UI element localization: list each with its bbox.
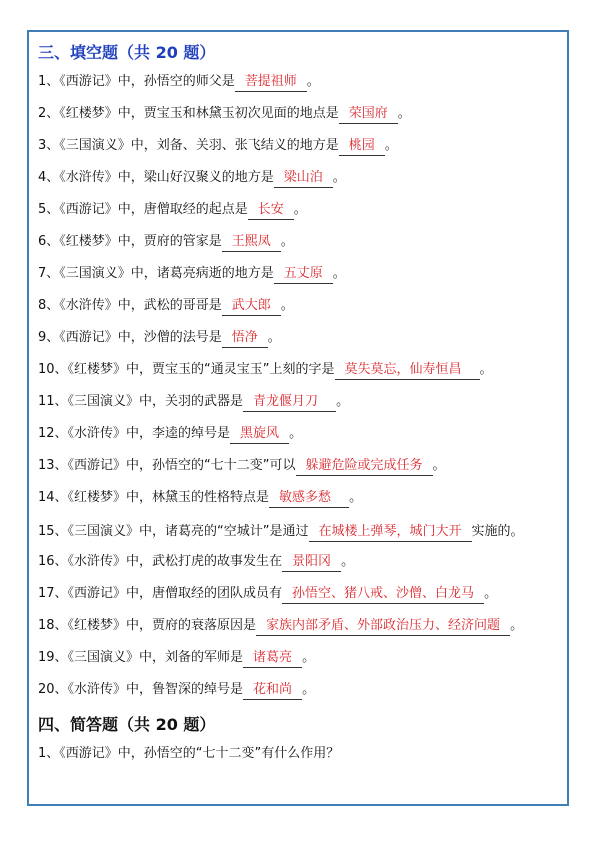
- question-19: 19、《三国演义》中，刘备的军师是 诸葛亮 。: [38, 642, 563, 674]
- section-4-title: 四、简答题（共 20 题）: [38, 715, 216, 734]
- question-4: 4、《水浒传》中，梁山好汉聚义的地方是 梁山泊 。: [38, 162, 563, 194]
- question-10: 10、《红楼梦》中，贾宝玉的“通灵宝玉”上刻的字是 莫失莫忘，仙寿恒昌 。: [38, 354, 563, 386]
- answer-16: 景阳冈: [282, 553, 341, 572]
- question-12: 12、《水浒传》中，李逵的绰号是 黑旋风 。: [38, 418, 563, 450]
- answer-10: 莫失莫忘，仙寿恒昌: [335, 361, 480, 380]
- question-20: 20、《水浒传》中，鲁智深的绰号是 花和尚 。: [38, 674, 563, 706]
- answer-5: 长安: [248, 201, 294, 220]
- question-17: 17、《西游记》中，唐僧取经的团队成员有 孙悟空、猪八戒、沙僧、白龙马 。: [38, 578, 563, 610]
- worksheet: [38, 40, 563, 770]
- answer-3: 桃园: [339, 137, 385, 156]
- answer-18: 家族内部矛盾、外部政治压力、经济问题: [256, 617, 510, 636]
- answer-13: 躲避危险或完成任务: [296, 457, 433, 476]
- question-1: 1、《西游记》中，孙悟空的师父是 菩提祖师 。: [38, 66, 563, 98]
- question-11: 11、《三国演义》中，关羽的武器是 青龙偃月刀 。: [38, 386, 563, 418]
- answer-14: 敏感多愁: [269, 489, 349, 508]
- question-5: 5、《西游记》中，唐僧取经的起点是 长安 。: [38, 194, 563, 226]
- answer-8: 武大郎: [222, 297, 281, 316]
- answer-9: 悟净: [222, 329, 268, 348]
- section-3-title: 三、填空题（共 20 题）: [38, 43, 216, 62]
- answer-12: 黑旋风: [230, 425, 289, 444]
- answer-15: 在城楼上弹琴，城门大开: [309, 523, 472, 542]
- answer-4: 梁山泊: [274, 169, 333, 188]
- answer-19: 诸葛亮: [243, 649, 302, 668]
- question-18: 18、《红楼梦》中，贾府的衰落原因是 家族内部矛盾、外部政治压力、经济问题 。: [38, 610, 563, 642]
- answer-6: 王熙凤: [222, 233, 281, 252]
- question-3: 3、《三国演义》中，刘备、关羽、张飞结义的地方是 桃园 。: [38, 130, 563, 162]
- short-question-1: 1、《西游记》中，孙悟空的“七十二变”有什么作用？: [38, 746, 340, 761]
- answer-20: 花和尚: [243, 681, 302, 700]
- question-8: 8、《水浒传》中，武松的哥哥是 武大郎 。: [38, 290, 563, 322]
- answer-7: 五丈原: [274, 265, 333, 284]
- question-14: 14、《红楼梦》中，林黛玉的性格特点是 敏感多愁 。: [38, 482, 563, 514]
- question-15: 15、《三国演义》中，诸葛亮的“空城计”是通过 在城楼上弹琴，城门大开 实施的。: [38, 514, 563, 546]
- question-16: 16、《水浒传》中，武松打虎的故事发生在 景阳冈 。: [38, 546, 563, 578]
- answer-1: 菩提祖师: [235, 73, 307, 92]
- question-7: 7、《三国演义》中，诸葛亮病逝的地方是 五丈原 。: [38, 258, 563, 290]
- question-13: 13、《西游记》中，孙悟空的“七十二变”可以 躲避危险或完成任务 。: [38, 450, 563, 482]
- question-9: 9、《西游记》中，沙僧的法号是 悟净 。: [38, 322, 563, 354]
- answer-17: 孙悟空、猪八戒、沙僧、白龙马: [282, 585, 484, 604]
- answer-11: 青龙偃月刀: [243, 393, 336, 412]
- answer-2: 荣国府: [339, 105, 398, 124]
- question-6: 6、《红楼梦》中，贾府的管家是 王熙凤 。: [38, 226, 563, 258]
- question-2: 2、《红楼梦》中，贾宝玉和林黛玉初次见面的地点是 荣国府 。: [38, 98, 563, 130]
